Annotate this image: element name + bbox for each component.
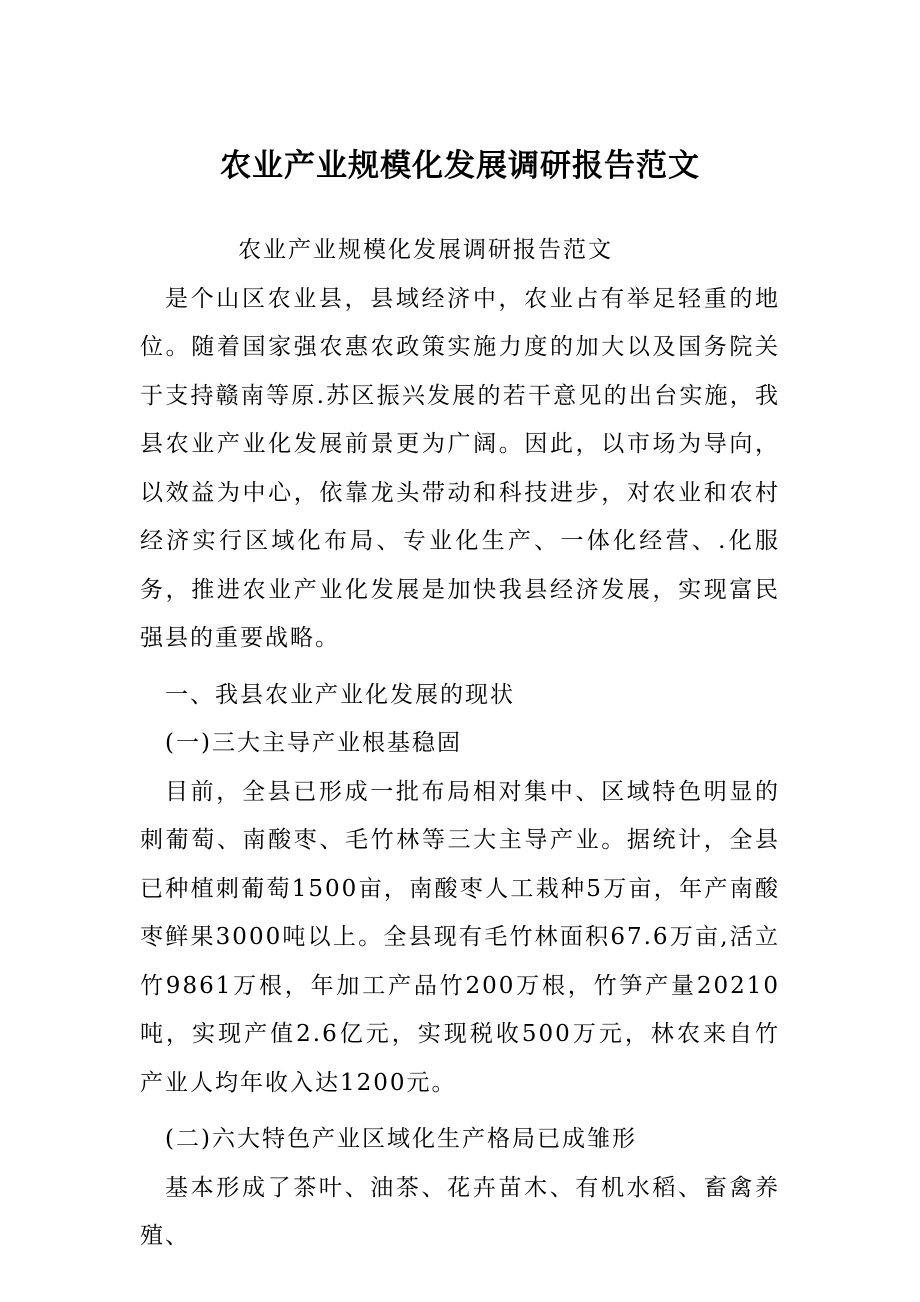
section-heading: 一、我县农业产业化发展的现状 (165, 681, 515, 708)
subsection-heading: (二)六大特色产业区域化生产格局已成雏形 (165, 1126, 637, 1152)
body-paragraph: 目前，全县已形成一批布局相对集中、区域特色明显的刺葡萄、南酸枣、毛竹林等三大主导产业。据统计，全县已种植刺葡萄1500亩，南酸枣人工栽种5万亩，年产南酸枣鲜果3000吨以上。全县现有毛竹林面积67.6万亩,活立竹9861万根，年加工产品竹200万根，竹笋产量20210吨，实现产值2.6亿元，实现税收500万元，林农来自竹产业人均年收入达1200元。 (140, 778, 780, 1096)
document-body (140, 226, 780, 1261)
document-title: 农业产业规模化发展调研报告范文 (220, 148, 700, 184)
document-subtitle: 农业产业规模化发展调研报告范文 (238, 237, 613, 263)
intro-paragraph: 是个山区农业县，县域经济中，农业占有举足轻重的地位。随着国家强农惠农政策实施力度的加大以及国务院关于支持赣南等原.苏区振兴发展的若干意见的出台实施，我县农业产业化发展前景更为广阔。因此，以市场为导向，以效益为中心，依靠龙头带动和科技进步，对农业和农村经济实行区域化布局、专业化生产、一体化经营、.化服务，推进农业产业化发展是加快我县经济发展，实现富民强县的重要战略。 (140, 285, 780, 651)
body-paragraph: 基本形成了茶叶、油茶、花卉苗木、有机水稻、畜禽养殖、 (140, 1174, 780, 1249)
subsection-heading: (一)三大主导产业根基稳固 (165, 730, 462, 756)
